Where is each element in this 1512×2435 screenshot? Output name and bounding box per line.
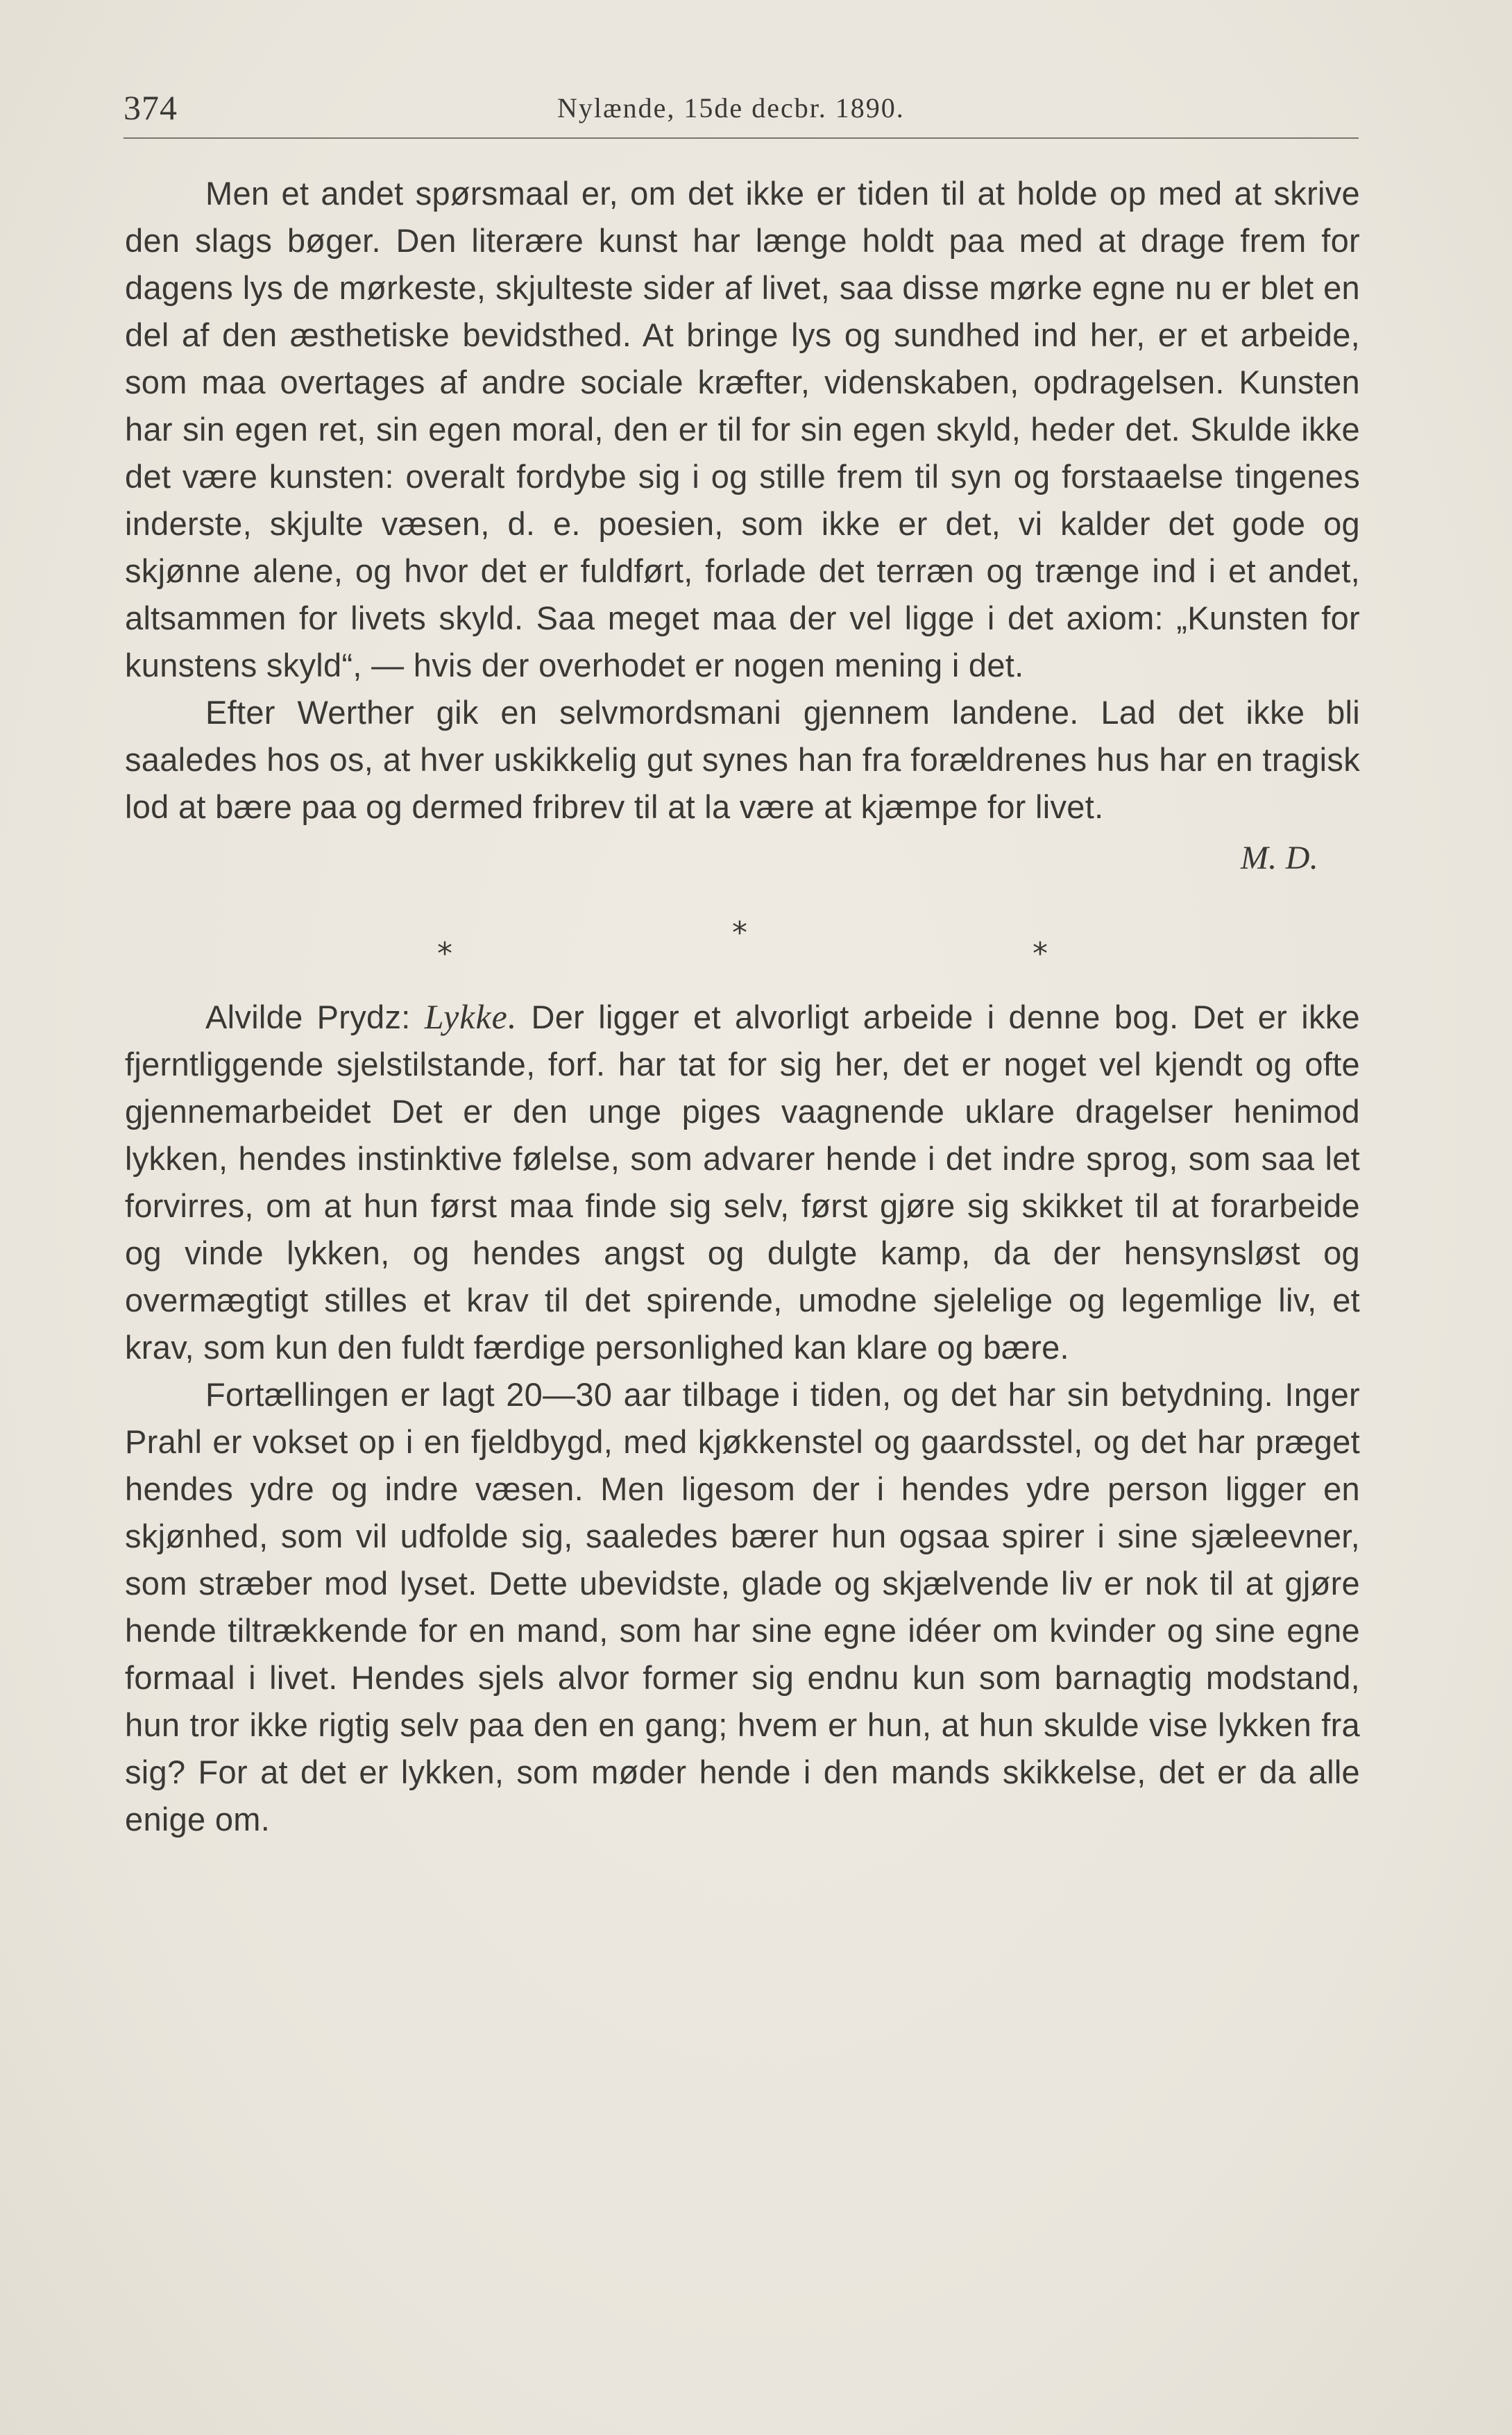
- header-title: Nylænde, 15de decbr. 1890.: [557, 92, 905, 124]
- separator-star: *: [732, 915, 748, 951]
- paragraph-1: Men et andet spørsmaal er, om det ikke er tiden til at holde op med at skrive den slags bøger. Den literære kunst har længe holdt paa med at drage frem for dagens lys de mørkeste, skjulteste sider af livet, saa disse mørke egne nu er blet en del af den æsthetiske bevidsthed. At bringe lys og sundhed ind her, er et arbeide, som maa overtages af andre sociale kræfter, videnskaben, opdragelsen. Kunsten har sin egen ret, sin egen moral, den er til for sin egen skyld, heder det. Skulde ikke det være kunsten: overalt fordybe sig i og stille frem til syn og forstaaelse tingenes inderste, skjulte væsen, d. e. poesien, som ikke er det, vi kalder det gode og skjønne alene, og hvor det er fuldført, forlade det terræn og trænge ind i et andet, altsammen for livets skyld. Saa meget maa der vel ligge i det axiom: „Kunsten for kunstens skyld“, — hvis der overhodet er nogen mening i det.: [125, 175, 1360, 684]
- separator-star: *: [437, 936, 453, 972]
- signature: M. D.: [1240, 840, 1318, 876]
- running-head: [124, 82, 1359, 137]
- review-paragraph-1: [125, 993, 1360, 1371]
- review-paragraph-2: Fortællingen er lagt 20—30 aar tilbage i tiden, og det har sin betydning. Inger Prahl er vokset op i en fjeldbygd, med kjøkkenstel og gaardsstel, og det har præget hendes ydre og indre væsen. Men ligesom der i hendes ydre person ligger en skjønhed, som vil udfolde sig, saaledes bærer hun ogsaa spirer i sine sjæleevner, som stræber mod lyset. Dette ubevidste, glade og skjælvende liv er nok til at gjøre hende tiltrækkende for en mand, som har sine egne idéer om kvinder og sine egne formaal i livet. Hendes sjels alvor former sig endnu kun som barnagtig modstand, hun tror ikke rigtig selv paa den en gang; hvem er hun, at hun skulde vise lykken fra sig? For at det er lykken, som møder hende i den mands skikkelse, det er da alle enige om.: [125, 1376, 1360, 1838]
- body-text: [125, 170, 1360, 1843]
- review-author: Alvilde Prydz:: [205, 999, 411, 1035]
- paragraph-2: Efter Werther gik en selvmordsmani gjennem landene. Lad det ikke bli saaledes hos os, at hver uskikkelig gut synes han fra forældrenes hus har en tragisk lod at bære paa og dermed fribrev til at la være at kjæmpe for livet.: [125, 694, 1360, 825]
- review-book-title: Lykke.: [424, 997, 518, 1036]
- section-separator: [125, 882, 1360, 993]
- review-lead-text: Der ligger et alvorligt arbeide i denne bog. Det er ikke fjerntliggende sjelstilstande, forf. har tat for sig her, det er noget vel kjendt og ofte gjennemarbeidet Det er den unge piges vaagnende uklare dragelser henimod lykken, hendes instinktive følelse, som advarer hende i det indre sprog, som saa let forvirres, om at hun først maa finde sig selv, først gjøre sig skikket til at forarbeide og vinde lykken, og hendes angst og dulgte kamp, da der hensynsløst og overmægtigt stilles et krav til det spirende, umodne sjelelige og legemlige liv, et krav, som kun den fuldt færdige personlighed kan klare og bære.: [125, 999, 1361, 1366]
- header-rule: [124, 137, 1359, 139]
- separator-star: *: [1033, 936, 1048, 972]
- page-number: 374: [124, 88, 178, 127]
